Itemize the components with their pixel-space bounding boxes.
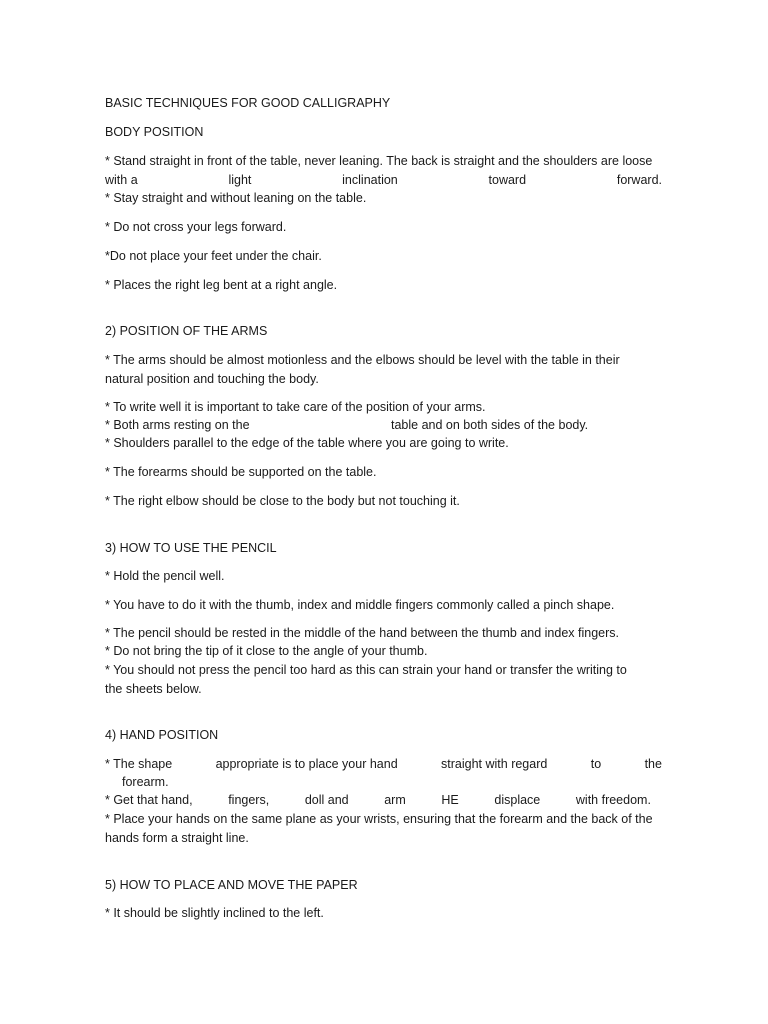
body-text-line-justified [105, 755, 662, 773]
body-text-line: * Place your hands on the same plane as your wrists, ensuring that the forearm and the back of the [105, 812, 653, 826]
body-text-line: * Stand straight in front of the table, never leaning. The back is straight and the shoulders are loose [105, 154, 653, 168]
section-heading-pencil: 3) HOW TO USE THE PENCIL [105, 541, 277, 555]
body-text-line: the sheets below. [105, 682, 202, 696]
text-fragment: table and on both sides of the body. [391, 418, 589, 432]
body-text-line: * You have to do it with the thumb, index and middle fingers commonly called a pinch shape. [105, 598, 615, 612]
section-heading-body-position: BODY POSITION [105, 125, 204, 139]
section-heading-arms: 2) POSITION OF THE ARMS [105, 324, 268, 338]
word: toward [488, 173, 527, 187]
body-text-line: * Do not cross your legs forward. [105, 220, 287, 234]
body-text-line: * The arms should be almost motionless and the elbows should be level with the table in their [105, 353, 620, 367]
body-text-line: hands form a straight line. [105, 831, 249, 845]
word: inclination [342, 173, 398, 187]
word: the [644, 757, 662, 771]
body-text-line-justified [105, 791, 651, 809]
body-text-line: * To write well it is important to take care of the position of your arms. [105, 400, 486, 414]
text-fragment: * Both arms resting on the [105, 418, 250, 432]
body-text-line [105, 416, 662, 434]
word: with freedom. [575, 793, 651, 807]
body-text-line: * The pencil should be rested in the middle of the hand between the thumb and index fingers. [105, 626, 620, 640]
word: HE [441, 793, 459, 807]
body-text-line: natural position and touching the body. [105, 372, 319, 386]
word: displace [494, 793, 541, 807]
body-text-line: forearm. [122, 775, 169, 789]
body-text-line: * Do not bring the tip of it close to the angle of your thumb. [105, 644, 428, 658]
word: appropriate is to place your hand [215, 757, 398, 771]
body-text-line: * You should not press the pencil too hard as this can strain your hand or transfer the writing to [105, 663, 627, 677]
body-text-line: *Do not place your feet under the chair. [105, 249, 322, 263]
body-text-line: * It should be slightly inclined to the left. [105, 906, 324, 920]
word: * The shape [105, 757, 173, 771]
body-text-line: * Places the right leg bent at a right angle. [105, 278, 338, 292]
word: * Get that hand, [105, 793, 193, 807]
word: with a [105, 173, 138, 187]
word: straight with regard [441, 757, 548, 771]
section-heading-hand: 4) HAND POSITION [105, 728, 219, 742]
body-text-line: * Shoulders parallel to the edge of the table where you are going to write. [105, 436, 509, 450]
word: fingers, [228, 793, 270, 807]
document-title: BASIC TECHNIQUES FOR GOOD CALLIGRAPHY [105, 96, 391, 110]
body-text-line: * The right elbow should be close to the body but not touching it. [105, 494, 460, 508]
body-text-line: * The forearms should be supported on the table. [105, 465, 377, 479]
word: light [228, 173, 252, 187]
section-heading-paper: 5) HOW TO PLACE AND MOVE THE PAPER [105, 878, 358, 892]
word: arm [384, 793, 406, 807]
body-text-line-justified [105, 171, 662, 189]
word: doll and [304, 793, 349, 807]
word: to [590, 757, 602, 771]
body-text-line: * Stay straight and without leaning on the table. [105, 191, 367, 205]
body-text-line: * Hold the pencil well. [105, 569, 225, 583]
word: forward. [616, 173, 662, 187]
